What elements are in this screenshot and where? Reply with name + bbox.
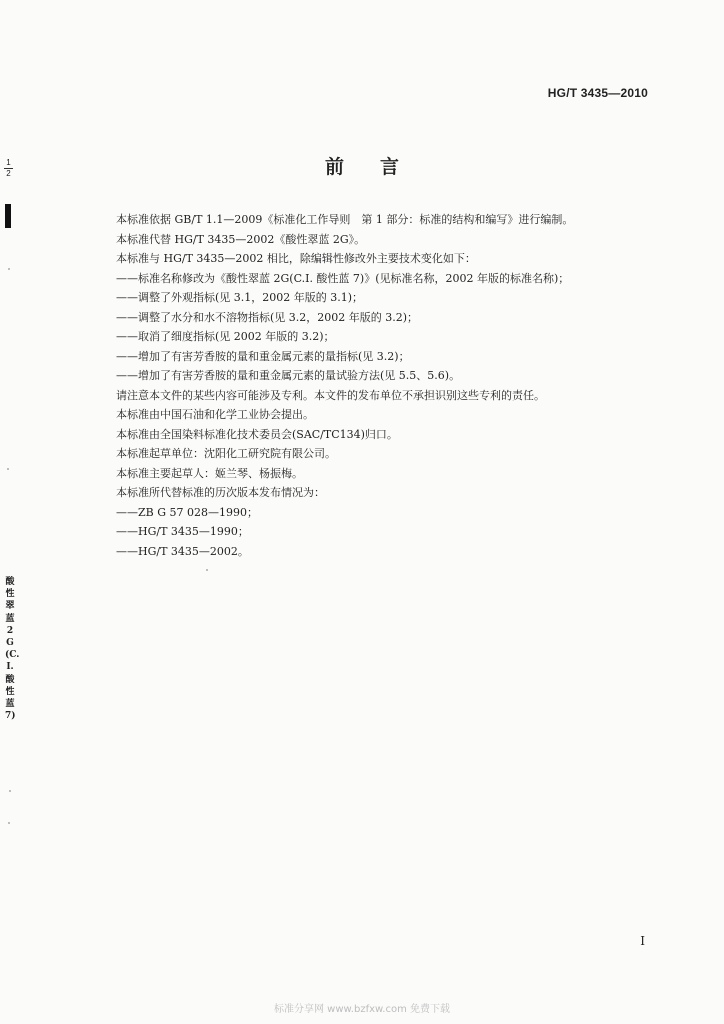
body-line: ——调整了外观指标(见 3.1，2002 年版的 3.1)；	[116, 291, 364, 304]
page-number: I	[640, 934, 645, 948]
body-line: ——ZB G 57 028—1990；	[116, 505, 258, 519]
scan-speck	[206, 569, 208, 571]
margin-side-title: 酸性翠蓝2G(C.I.酸性蓝7)	[5, 577, 20, 722]
body-line: 本标准与 HG/T 3435—2002 相比，除编辑性修改外主要技术变化如下：	[116, 252, 476, 265]
standard-code: HG/T 3435—2010	[547, 86, 648, 100]
footer-watermark: 标准分享网 www.bzfxw.com 免费下载	[274, 1004, 450, 1015]
body-line: ——HG/T 3435—1990；	[116, 525, 249, 538]
body-line: ——HG/T 3435—2002。	[116, 544, 249, 558]
body-line: 本标准依据 GB/T 1.1—2009《标准化工作导则 第 1 部分：标准的结构和编写》进行编制。	[116, 213, 574, 226]
scan-speck	[7, 468, 9, 470]
body-line: 本标准主要起草人：姬兰琴、杨振梅。	[116, 466, 303, 480]
body-line: 本标准由全国染料标准化技术委员会(SAC/TC134)归口。	[116, 427, 398, 441]
body-line: ——增加了有害芳香胺的量和重金属元素的量试验方法(见 5.5、5.6)。	[116, 369, 461, 382]
body-line: ——取消了细度指标(见 2002 年版的 3.2)；	[116, 330, 335, 343]
page-title: 前言	[324, 156, 435, 178]
body-line: ——标准名称修改为《酸性翠蓝 2G(C.I. 酸性蓝 7)》(见标准名称，2002 年版的标准名称)；	[116, 271, 570, 285]
scan-speck	[9, 790, 11, 792]
body-line: 本标准起草单位：沈阳化工研究院有限公司。	[116, 447, 336, 460]
scan-speck	[8, 822, 10, 824]
body-line: 本标准所代替标准的历次版本发布情况为：	[116, 486, 325, 499]
margin-black-mark	[5, 204, 11, 228]
fraction-numerator: 1	[6, 158, 11, 167]
foreword-body	[116, 210, 656, 561]
body-line: 请注意本文件的某些内容可能涉及专利。本文件的发布单位不承担识别这些专利的责任。	[116, 388, 545, 402]
body-line: ——增加了有害芳香胺的量和重金属元素的量指标(见 3.2)；	[116, 349, 410, 363]
body-line: ——调整了水分和水不溶物指标(见 3.2，2002 年版的 3.2)；	[116, 310, 419, 324]
fraction-denominator: 2	[6, 169, 11, 178]
body-line: 本标准代替 HG/T 3435—2002《酸性翠蓝 2G》。	[116, 232, 366, 246]
body-line: 本标准由中国石油和化学工业协会提出。	[116, 408, 314, 421]
scan-speck	[8, 268, 10, 270]
